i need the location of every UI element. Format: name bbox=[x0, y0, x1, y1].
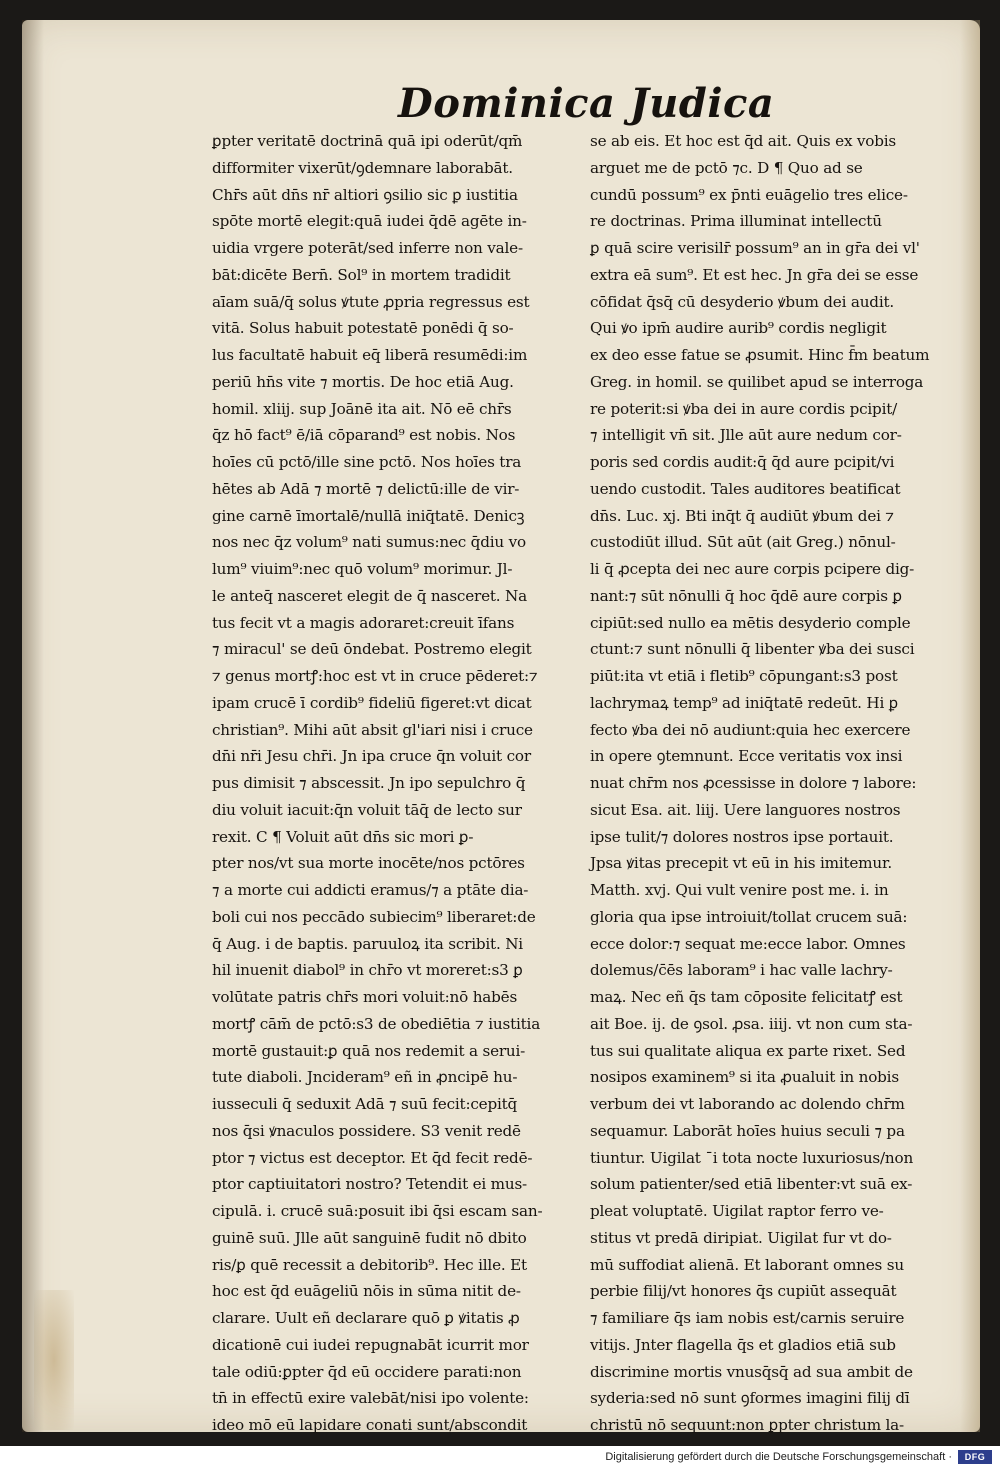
text-line: ⁊ intelligit vn̄ sit. Jlle aūt aure nedum cor- bbox=[590, 426, 902, 445]
text-line: gine carnē īmortalē/nullā iniq̄tatē. Denicꝫ bbox=[212, 506, 525, 525]
text-line: ⁊ miracul' se deū ōndebat. Postremo elegit bbox=[212, 640, 532, 659]
text-line: le anteq̄ nasceret elegit de q̄ nasceret. Na bbox=[212, 586, 527, 605]
text-line: ait Boe. ij. de ꝯsol. ꝓsa. iiij. vt non cum sta- bbox=[590, 1014, 913, 1033]
text-line: q̄z hō fact⁹ ē/iā cōparand⁹ est nobis. Nos bbox=[212, 426, 516, 445]
text-line: ctunt:⁊ sunt nōnulli q̄ libenter ꝟba dei susci bbox=[590, 640, 915, 659]
text-line: hētes ab Adā ⁊ mortē ⁊ delictū:ille de vir- bbox=[212, 479, 520, 498]
gutter-shadow bbox=[22, 20, 44, 1432]
text-line: periū hn̄s vite ⁊ mortis. De hoc etiā Aug. bbox=[212, 372, 514, 391]
text-line: clarare. Uult eñ declarare quō ꝑ ꝟitatis ꝓ bbox=[212, 1309, 520, 1327]
text-line: solum patienter/sed etiā libenter:vt suā ex- bbox=[590, 1175, 913, 1194]
text-line: ecce dolor:⁊ sequat me:ecce labor. Omnes bbox=[590, 934, 906, 953]
running-head: Dominica Judica bbox=[398, 80, 775, 127]
text-line: tus sui qualitate aliqua ex parte rixet. Sed bbox=[590, 1041, 906, 1060]
text-line: sicut Esa. ait. liij. Uere languores nostros bbox=[590, 800, 901, 819]
text-line: poris sed cordis audit:q̄ q̄d aure pcipit/vi bbox=[590, 453, 895, 471]
text-line: Jpsa ꝟitas precepit vt eū in his imitemur. bbox=[590, 854, 892, 873]
text-line: fecto ꝟba dei nō audiunt:quia hec exercere bbox=[590, 720, 911, 739]
text-line: Qui ꝟo ipm̄ audire aurib⁹ cordis negligit bbox=[590, 319, 887, 338]
text-line: vitijs. Jnter flagella q̄s et gladios etiā sub bbox=[590, 1335, 896, 1354]
text-line: nos q̄si ꝟnaculos possidere. S3 venit redē bbox=[212, 1121, 521, 1140]
text-line: hoc est q̄d euāgeliū nōis in sūma nitit de- bbox=[212, 1282, 521, 1301]
text-line: hoīes cū pctō/ille sine pctō. Nos hoīes tra bbox=[212, 453, 522, 471]
text-line: mortē gustauit:ꝑ quā nos redemit a serui- bbox=[212, 1041, 526, 1060]
text-line: rexit. C ¶ Voluit aūt dn̄s sic mori ꝑ- bbox=[212, 827, 474, 846]
text-line: discrimine mortis vnusq̄sq̄ ad sua ambit de bbox=[590, 1362, 913, 1381]
text-line: q̄ Aug. i de baptis. paruuloꝝ ita scribit. Ni bbox=[212, 934, 523, 953]
text-line: boli cui nos peccādo subiecim⁹ liberaret:de bbox=[212, 907, 536, 926]
text-line: difformiter vixerūt/ꝯdemnare laborabāt. bbox=[212, 158, 513, 177]
text-line: tiuntur. Uigilat ¯i tota nocte luxuriosus/non bbox=[590, 1148, 914, 1167]
text-line: se ab eis. Et hoc est q̄d ait. Quis ex vobis bbox=[590, 132, 897, 150]
text-line: nos nec q̄z volum⁹ nati sumus:nec q̄diu vo bbox=[212, 533, 526, 552]
text-line: cundū possum⁹ ex p̄nti euāgelio tres elice- bbox=[590, 185, 908, 204]
text-line: Greg. in homil. se quilibet apud se interroga bbox=[590, 372, 924, 391]
text-line: re poterit:si ꝟba dei in aure cordis pcipit/ bbox=[590, 399, 898, 418]
text-line: ipam crucē ī cordib⁹ fideliū figeret:vt dicat bbox=[212, 693, 532, 712]
text-line: iusseculi q̄ seduxit Adā ⁊ suū fecit:cepitq̄ bbox=[212, 1095, 518, 1113]
text-line: uidia vrgere poterāt/sed inferre non vale- bbox=[212, 239, 523, 257]
left-text-column bbox=[212, 128, 580, 1434]
text-line: piūt:ita vt etiā i fletib⁹ cōpungant:s3 post bbox=[590, 667, 898, 685]
text-line: dicationē cui iudei repugnabāt icurrit mor bbox=[212, 1335, 529, 1354]
text-line: pter nos/vt sua morte inocēte/nos pctōres bbox=[212, 854, 525, 873]
text-line: homil. xliij. sup Joānē ita ait. Nō eē chr̄s bbox=[212, 399, 512, 418]
text-line: lachrymaꝝ temp⁹ ad iniq̄tatē redeūt. Hi ꝑ bbox=[590, 693, 898, 712]
dfg-logo: DFG bbox=[958, 1450, 992, 1464]
text-line: ⁊ genus mortꝭ:hoc est vt in cruce pēderet:⁊ bbox=[212, 667, 538, 685]
text-line: sequamur. Laborāt hoīes huius seculi ⁊ pa bbox=[590, 1121, 905, 1140]
text-line: dn̄s. Luc. xj. Bti inq̄t q̄ audiūt ꝟbum dei ⁊ bbox=[590, 506, 894, 525]
text-line: christian⁹. Mihi aūt absit gl'iari nisi i cruce bbox=[212, 720, 533, 739]
text-line: ipse tulit/⁊ dolores nostros ipse portauit. bbox=[590, 827, 894, 846]
text-line: nant:⁊ sūt nōnulli q̄ hoc q̄dē aure corpis ꝑ bbox=[590, 586, 902, 605]
text-line: nosipos examinem⁹ si ita ꝓualuit in nobis bbox=[590, 1068, 899, 1087]
text-line: hil inuenit diabol⁹ in chr̄o vt moreret:s3 ꝑ bbox=[212, 961, 523, 980]
text-line: ꝑ quā scire verisilr̄ possum⁹ an in gr̄a dei vl' bbox=[590, 239, 920, 257]
text-line: Chr̄s aūt dn̄s nr̄ altiori ꝯsilio sic ꝑ iustitia bbox=[212, 185, 518, 204]
right-text-column bbox=[590, 128, 962, 1434]
text-line: bāt:dicēte Bern̄. Sol⁹ in mortem tradidit bbox=[212, 265, 511, 284]
text-line: ex deo esse fatue se ꝓsumit. Hinc f̄m beatum bbox=[590, 346, 930, 364]
text-line: lum⁹ viuim⁹:nec quō volum⁹ morimur. Jl- bbox=[212, 560, 513, 578]
text-line: perbie filij/vt honores q̄s cupiūt assequāt bbox=[590, 1282, 897, 1301]
text-line: ptor captiuitatori nostro? Tetendit ei mus- bbox=[212, 1175, 527, 1194]
text-line: aīam suā/q̄ solus ꝟtute ꝓpria regressus est bbox=[212, 292, 530, 311]
text-line: in opere ꝯtemnunt. Ecce veritatis vox insi bbox=[590, 747, 903, 766]
text-line: tn̄ in effectū exire valebāt/nisi ipo volente: bbox=[212, 1389, 529, 1408]
text-line: cipulā. i. crucē suā:posuit ibi q̄si escam san- bbox=[212, 1202, 543, 1220]
text-line: ⁊ familiare q̄s iam nobis est/carnis seruire bbox=[590, 1309, 905, 1327]
text-line: stitus vt predā diripiat. Uigilat fur vt do- bbox=[590, 1228, 892, 1247]
text-line: tute diaboli. Jncideram⁹ eñ in ꝓncipē hu- bbox=[212, 1068, 518, 1087]
text-line: ideo mō eū lapidare conati sunt/abscondit bbox=[212, 1416, 528, 1434]
text-line: vitā. Solus habuit potestatē ponēdi q̄ so- bbox=[212, 319, 514, 338]
text-line: mū suffodiat alienā. Et laborant omnes su bbox=[590, 1255, 904, 1274]
text-line: ris/ꝑ quē recessit a debitorib⁹. Hec ille. Et bbox=[212, 1255, 527, 1274]
text-line: diu voluit iacuit:q̄n voluit tāq̄ de lecto sur bbox=[212, 800, 522, 819]
text-line: Matth. xvj. Qui vult venire post me. i. in bbox=[590, 881, 889, 899]
text-line: nuat chr̄m nos ꝓcessisse in dolore ⁊ labore: bbox=[590, 774, 917, 792]
text-line: dn̄i nr̄i Jesu chr̄i. Jn ipa cruce q̄n voluit cor bbox=[212, 747, 531, 766]
text-line: lus facultatē habuit eq̄ liberā resumēdi:im bbox=[212, 346, 528, 364]
paper-stain bbox=[34, 1290, 74, 1430]
text-line: ptor ⁊ victus est deceptor. Et q̄d fecit redē- bbox=[212, 1148, 533, 1167]
text-line: guinē suū. Jlle aūt sanguinē fudit nō dbito bbox=[212, 1228, 527, 1247]
text-line: custodiūt illud. Sūt aūt (ait Greg.) nōnul- bbox=[590, 533, 896, 552]
text-line: syderia:sed nō sunt ꝯformes imagini filij dī bbox=[590, 1389, 910, 1408]
text-line: tus fecit vt a magis adoraret:creuit īfans bbox=[212, 613, 515, 632]
text-line: christū nō sequunt:non ꝑpter christum la- bbox=[590, 1416, 904, 1434]
text-line: ꝑpter veritatē doctrinā quā ipi oderūt/qm̄ bbox=[212, 132, 523, 150]
text-line: li q̄ ꝓcepta dei nec aure corpis pcipere dig- bbox=[590, 560, 915, 578]
text-line: ⁊ a morte cui addicti eramus/⁊ a ptāte dia- bbox=[212, 881, 529, 899]
text-line: maꝝ. Nec eñ q̄s tam cōposite felicitatꝭ est bbox=[590, 988, 903, 1006]
text-line: pleat voluptatē. Uigilat raptor ferro ve- bbox=[590, 1202, 884, 1220]
text-line: uendo custodit. Tales auditores beatificat bbox=[590, 479, 901, 498]
text-line: mortꝭ cām̄ de pctō:s3 de obediētia ⁊ iustitia bbox=[212, 1014, 541, 1033]
text-line: cōfidat q̄sq̄ cū desyderio ꝟbum dei audit. bbox=[590, 292, 895, 311]
page-fore-edge bbox=[960, 20, 980, 1432]
text-line: arguet me de pctō ⁊c. D ¶ Quo ad se bbox=[590, 158, 863, 177]
text-line: dolemus/c̄ēs laboram⁹ i hac valle lachry- bbox=[590, 961, 893, 980]
text-line: gloria qua ipse introiuit/tollat crucem suā: bbox=[590, 907, 908, 926]
text-line: pus dimisit ⁊ abscessit. Jn ipo sepulchro q̄ bbox=[212, 774, 526, 792]
text-line: volūtate patris chr̄s mori voluit:nō habēs bbox=[212, 988, 518, 1006]
text-line: extra eā sum⁹. Et est hec. Jn gr̄a dei se esse bbox=[590, 265, 919, 284]
digitization-credit: Digitalisierung gefördert durch die Deutsche Forschungsgemeinschaft · bbox=[605, 1451, 952, 1463]
text-line: cipiūt:sed nullo ea mētis desyderio comple bbox=[590, 613, 911, 632]
text-line: spōte mortē elegit:quā iudei q̄dē agēte in- bbox=[212, 212, 527, 231]
text-line: verbum dei vt laborando ac dolendo chr̄m bbox=[590, 1095, 905, 1113]
text-line: tale odiū:ꝑpter q̄d eū occidere parati:non bbox=[212, 1362, 522, 1381]
text-line: re doctrinas. Prima illuminat intellectū bbox=[590, 212, 882, 231]
